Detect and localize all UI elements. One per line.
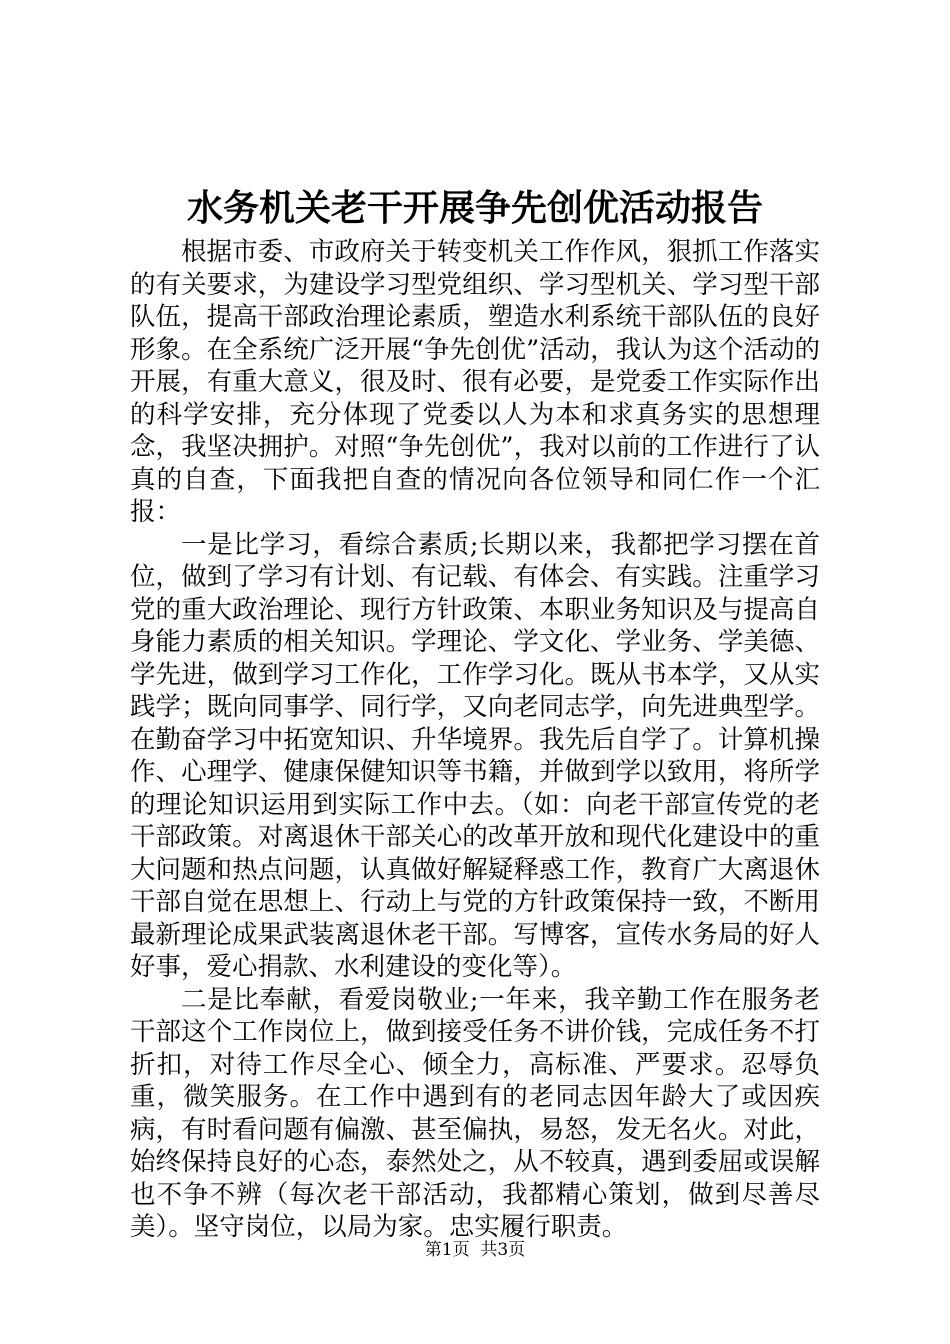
page-footer: 第1页 共3页 bbox=[424, 1240, 526, 1260]
paragraph-dedication: 二是比奉献，看爱岗敬业;一年来，我辛勤工作在服务老干部这个工作岗位上，做到接受任务不讲价钱，完成任务不打折扣，对待工作尽全心、倾全力，高标准、严要求。忍辱负重，微笑服务。在工作中遇到有的老同志因年龄大了或因疾病，有时看问题有偏激、甚至偏执，易怒，发无名火。对此，始终保持良好的心态，泰然处之，从不较真，遇到委屈或误解也不争不辨（每次老干部活动，我都精心策划，做到尽善尽美）。坚守岗位，以局为家。忠实履行职责。 bbox=[130, 984, 820, 1242]
paragraph-study: 一是比学习，看综合素质;长期以来，我都把学习摆在首位，做到了学习有计划、有记载、有体会、有实践。注重学习党的重大政治理论、现行方针政策、本职业务知识及与提高自身能力素质的相关知识。学理论、学文化、学业务、学美德、学先进，做到学习工作化，工作学习化。既从书本学，又从实践学；既向同事学、同行学，又向老同志学，向先进典型学。在勤奋学习中拓宽知识、升华境界。我先后自学了。计算机操作、心理学、健康保健知识等书籍，并做到学以致用，将所学的理论知识运用到实际工作中去。（如：向老干部宣传党的老干部政策。对离退休干部关心的改革开放和现代化建设中的重大问题和热点问题，认真做好解疑释惑工作，教育广大离退休干部自觉在思想上、行动上与党的方针政策保持一致，不断用最新理论成果武装离退休老干部。写博客，宣传水务局的好人好事，爱心捐款、水利建设的变化等）。 bbox=[130, 529, 820, 982]
document-body bbox=[130, 236, 820, 1244]
document-title: 水务机关老干开展争先创优活动报告 bbox=[186, 187, 763, 229]
paragraph-intro: 根据市委、市政府关于转变机关工作作风，狠抓工作落实的有关要求，为建设学习型党组织、学习型机关、学习型干部队伍，提高干部政治理论素质，塑造水利系统干部队伍的良好形象。在全系统广泛开展“争先创优”活动，我认为这个活动的开展，有重大意义，很及时、很有必要，是党委工作实际作出的科学安排，充分体现了党委以人为本和求真务实的思想理念，我坚决拥护。对照“争先创优”，我对以前的工作进行了认真的自查，下面我把自查的情况向各位领导和同仁作一个汇报： bbox=[130, 237, 820, 527]
